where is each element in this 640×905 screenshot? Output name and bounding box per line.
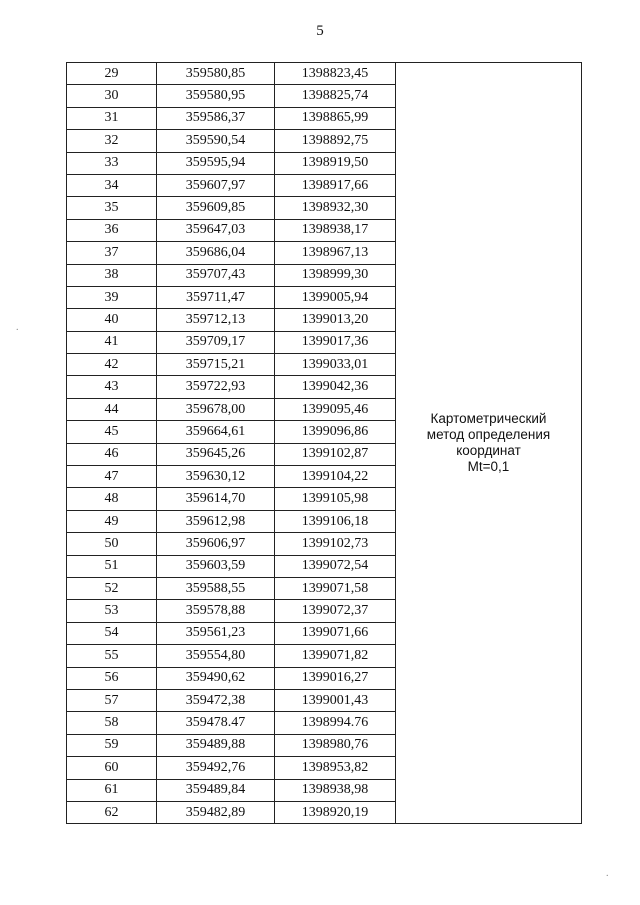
y-coordinate-cell: 1398865,99 bbox=[275, 107, 396, 129]
y-coordinate-cell: 1398823,45 bbox=[275, 63, 396, 85]
y-coordinate-cell: 1398917,66 bbox=[275, 174, 396, 196]
point-number-cell: 34 bbox=[67, 174, 157, 196]
point-number-cell: 53 bbox=[67, 600, 157, 622]
point-number-cell: 46 bbox=[67, 443, 157, 465]
x-coordinate-cell: 359711,47 bbox=[157, 286, 275, 308]
point-number-cell: 41 bbox=[67, 331, 157, 353]
y-coordinate-cell: 1399005,94 bbox=[275, 286, 396, 308]
point-number-cell: 57 bbox=[67, 689, 157, 711]
point-number-cell: 49 bbox=[67, 510, 157, 532]
y-coordinate-cell: 1399096,86 bbox=[275, 421, 396, 443]
y-coordinate-cell: 1398953,82 bbox=[275, 757, 396, 779]
y-coordinate-cell: 1399071,58 bbox=[275, 577, 396, 599]
y-coordinate-cell: 1398994.76 bbox=[275, 712, 396, 734]
x-coordinate-cell: 359678,00 bbox=[157, 398, 275, 420]
x-coordinate-cell: 359712,13 bbox=[157, 309, 275, 331]
point-number-cell: 40 bbox=[67, 309, 157, 331]
point-number-cell: 56 bbox=[67, 667, 157, 689]
y-coordinate-cell: 1398892,75 bbox=[275, 130, 396, 152]
y-coordinate-cell: 1399071,82 bbox=[275, 645, 396, 667]
x-coordinate-cell: 359707,43 bbox=[157, 264, 275, 286]
x-coordinate-cell: 359709,17 bbox=[157, 331, 275, 353]
coordinates-table-body bbox=[67, 63, 582, 824]
x-coordinate-cell: 359647,03 bbox=[157, 219, 275, 241]
point-number-cell: 36 bbox=[67, 219, 157, 241]
point-number-cell: 38 bbox=[67, 264, 157, 286]
y-coordinate-cell: 1398825,74 bbox=[275, 85, 396, 107]
x-coordinate-cell: 359478.47 bbox=[157, 712, 275, 734]
x-coordinate-cell: 359645,26 bbox=[157, 443, 275, 465]
method-description-cell bbox=[396, 63, 582, 824]
y-coordinate-cell: 1398999,30 bbox=[275, 264, 396, 286]
point-number-cell: 50 bbox=[67, 533, 157, 555]
y-coordinate-cell: 1399106,18 bbox=[275, 510, 396, 532]
y-coordinate-cell: 1399013,20 bbox=[275, 309, 396, 331]
point-number-cell: 58 bbox=[67, 712, 157, 734]
x-coordinate-cell: 359664,61 bbox=[157, 421, 275, 443]
x-coordinate-cell: 359472,38 bbox=[157, 689, 275, 711]
y-coordinate-cell: 1399016,27 bbox=[275, 667, 396, 689]
point-number-cell: 62 bbox=[67, 801, 157, 823]
point-number-cell: 52 bbox=[67, 577, 157, 599]
y-coordinate-cell: 1398980,76 bbox=[275, 734, 396, 756]
point-number-cell: 32 bbox=[67, 130, 157, 152]
x-coordinate-cell: 359609,85 bbox=[157, 197, 275, 219]
x-coordinate-cell: 359612,98 bbox=[157, 510, 275, 532]
x-coordinate-cell: 359722,93 bbox=[157, 376, 275, 398]
y-coordinate-cell: 1399071,66 bbox=[275, 622, 396, 644]
x-coordinate-cell: 359614,70 bbox=[157, 488, 275, 510]
x-coordinate-cell: 359490,62 bbox=[157, 667, 275, 689]
point-number-cell: 35 bbox=[67, 197, 157, 219]
point-number-cell: 37 bbox=[67, 242, 157, 264]
y-coordinate-cell: 1399095,46 bbox=[275, 398, 396, 420]
method-text-line: Mt=0,1 bbox=[467, 459, 510, 475]
y-coordinate-cell: 1398932,30 bbox=[275, 197, 396, 219]
point-number-cell: 51 bbox=[67, 555, 157, 577]
point-number-cell: 39 bbox=[67, 286, 157, 308]
point-number-cell: 60 bbox=[67, 757, 157, 779]
method-text-line: метод определения bbox=[426, 427, 551, 443]
point-number-cell: 47 bbox=[67, 466, 157, 488]
y-coordinate-cell: 1399042,36 bbox=[275, 376, 396, 398]
x-coordinate-cell: 359606,97 bbox=[157, 533, 275, 555]
x-coordinate-cell: 359561,23 bbox=[157, 622, 275, 644]
point-number-cell: 30 bbox=[67, 85, 157, 107]
y-coordinate-cell: 1398919,50 bbox=[275, 152, 396, 174]
x-coordinate-cell: 359489,84 bbox=[157, 779, 275, 801]
x-coordinate-cell: 359590,54 bbox=[157, 130, 275, 152]
point-number-cell: 44 bbox=[67, 398, 157, 420]
x-coordinate-cell: 359554,80 bbox=[157, 645, 275, 667]
y-coordinate-cell: 1398967,13 bbox=[275, 242, 396, 264]
point-number-cell: 61 bbox=[67, 779, 157, 801]
point-number-cell: 54 bbox=[67, 622, 157, 644]
page-number: 5 bbox=[316, 23, 324, 39]
x-coordinate-cell: 359580,85 bbox=[157, 63, 275, 85]
x-coordinate-cell: 359595,94 bbox=[157, 152, 275, 174]
x-coordinate-cell: 359489,88 bbox=[157, 734, 275, 756]
y-coordinate-cell: 1398938,17 bbox=[275, 219, 396, 241]
y-coordinate-cell: 1399017,36 bbox=[275, 331, 396, 353]
point-number-cell: 43 bbox=[67, 376, 157, 398]
right-margin-mark: . bbox=[606, 868, 609, 879]
y-coordinate-cell: 1398938,98 bbox=[275, 779, 396, 801]
x-coordinate-cell: 359492,76 bbox=[157, 757, 275, 779]
point-number-cell: 45 bbox=[67, 421, 157, 443]
y-coordinate-cell: 1399102,87 bbox=[275, 443, 396, 465]
point-number-cell: 33 bbox=[67, 152, 157, 174]
x-coordinate-cell: 359607,97 bbox=[157, 174, 275, 196]
point-number-cell: 42 bbox=[67, 354, 157, 376]
left-margin-mark: . bbox=[16, 322, 19, 333]
point-number-cell: 48 bbox=[67, 488, 157, 510]
y-coordinate-cell: 1398920,19 bbox=[275, 801, 396, 823]
y-coordinate-cell: 1399102,73 bbox=[275, 533, 396, 555]
y-coordinate-cell: 1399104,22 bbox=[275, 466, 396, 488]
y-coordinate-cell: 1399033,01 bbox=[275, 354, 396, 376]
method-text-line: координат bbox=[456, 443, 521, 459]
x-coordinate-cell: 359630,12 bbox=[157, 466, 275, 488]
x-coordinate-cell: 359603,59 bbox=[157, 555, 275, 577]
coordinates-table bbox=[66, 62, 582, 824]
x-coordinate-cell: 359586,37 bbox=[157, 107, 275, 129]
y-coordinate-cell: 1399072,54 bbox=[275, 555, 396, 577]
point-number-cell: 29 bbox=[67, 63, 157, 85]
x-coordinate-cell: 359715,21 bbox=[157, 354, 275, 376]
point-number-cell: 55 bbox=[67, 645, 157, 667]
x-coordinate-cell: 359686,04 bbox=[157, 242, 275, 264]
table-row bbox=[67, 63, 582, 85]
x-coordinate-cell: 359588,55 bbox=[157, 577, 275, 599]
x-coordinate-cell: 359482,89 bbox=[157, 801, 275, 823]
point-number-cell: 31 bbox=[67, 107, 157, 129]
point-number-cell: 59 bbox=[67, 734, 157, 756]
x-coordinate-cell: 359578,88 bbox=[157, 600, 275, 622]
y-coordinate-cell: 1399001,43 bbox=[275, 689, 396, 711]
method-text-line: Картометрический bbox=[430, 411, 547, 427]
y-coordinate-cell: 1399072,37 bbox=[275, 600, 396, 622]
x-coordinate-cell: 359580,95 bbox=[157, 85, 275, 107]
y-coordinate-cell: 1399105,98 bbox=[275, 488, 396, 510]
